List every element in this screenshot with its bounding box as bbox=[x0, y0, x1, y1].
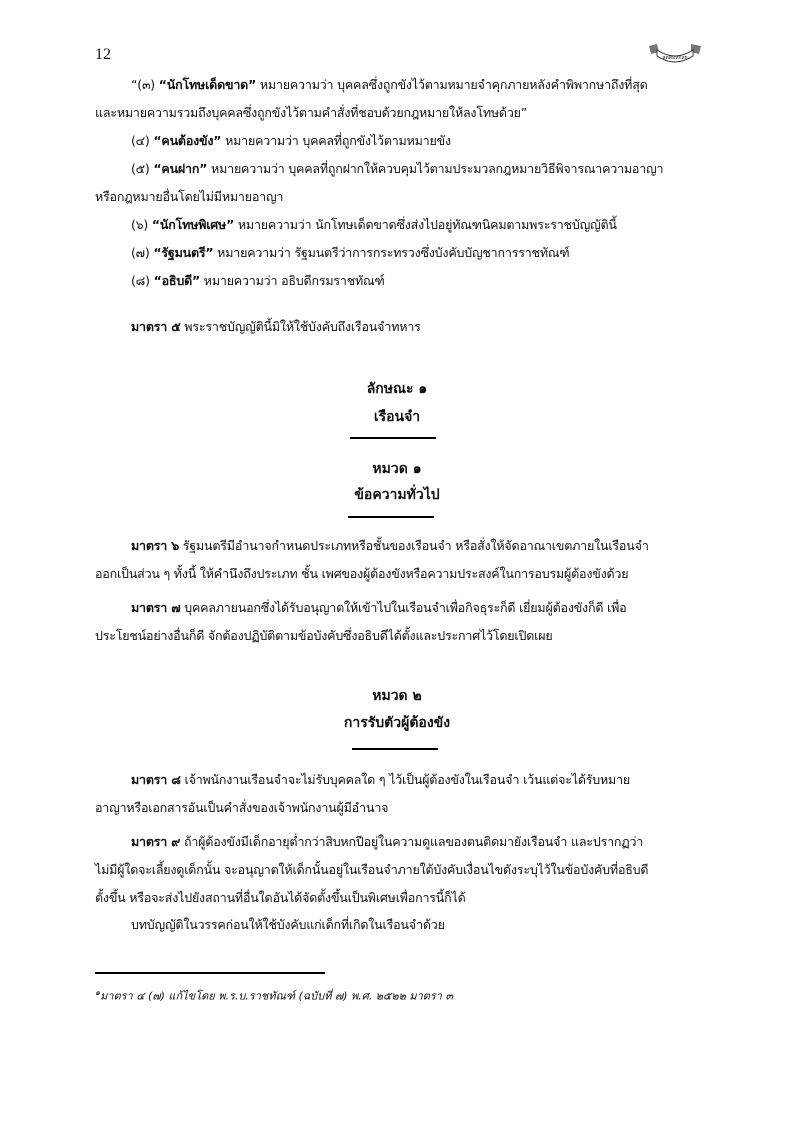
scroll-banner-logo-icon bbox=[645, 40, 705, 68]
chapter-1-title: ข้อความทั่วไป bbox=[354, 487, 440, 503]
section-8-continuation: อาญาหรือเอกสารอันเป็นคำสั่งของเจ้าพนักงานผู้มีอำนาจ bbox=[95, 800, 389, 815]
section-8: มาตรา ๘ เจ้าพนักงานเรือนจำจะไม่รับบุคคลใด ๆ ไว้เป็นผู้ต้องขังในเรือนจำ เว้นแต่จะได้รับหมาย bbox=[131, 772, 631, 787]
chapter-2-heading: หมวด ๒ bbox=[372, 688, 422, 704]
section-6-continuation: ออกเป็นส่วน ๆ ทั้งนี้ ให้คำนึงถึงประเภท ชั้น เพศของผู้ต้องขังหรือความประสงค์ในการอบรมผู้ต้องขังด้วย bbox=[95, 566, 629, 581]
definition-3-continuation: และหมายความรวมถึงบุคคลซึ่งถูกขังไว้ตามคำสั่งที่ชอบด้วยกฎหมายให้ลงโทษด้วย” bbox=[95, 105, 528, 120]
part-heading: ลักษณะ ๑ bbox=[366, 381, 428, 397]
section-9-continuation-1: ไม่มีผู้ใดจะเลี้ยงดูเด็กนั้น จะอนุญาตให้เด็กนั้นอยู่ในเรือนจำภายใต้บังคับเงื่อนไขดังระบุไว้ในข้อบังคับที่อธิบดี bbox=[95, 862, 649, 877]
section-6: มาตรา ๖ รัฐมนตรีมีอำนาจกำหนดประเภทหรือชั้นของเรือนจำ หรือสั่งให้จัดอาณาเขตภายในเรือนจำ bbox=[131, 538, 649, 553]
definition-text: หมายความว่า บุคคลซึ่งถูกขังไว้ตามหมายจำคุกภายหลังคำพิพากษาถึงที่สุด bbox=[256, 77, 648, 92]
page-number: 12 bbox=[95, 46, 111, 63]
footnote-marker: ๑ bbox=[95, 988, 101, 997]
footnote bbox=[95, 986, 453, 1005]
definition-4: (๔) “คนต้องขัง” หมายความว่า บุคคลที่ถูกขังไว้ตามหมายขัง bbox=[131, 133, 451, 148]
definition-number: (๓) bbox=[137, 77, 155, 92]
footnote-divider bbox=[95, 972, 325, 974]
definition-term: “นักโทษเด็ดขาด” bbox=[158, 77, 257, 92]
part-title: เรือนจำ bbox=[373, 409, 421, 425]
section-9: มาตรา ๙ ถ้าผู้ต้องขังมีเด็กอายุต่ำกว่าสิบหกปีอยู่ในความดูแลของตนติดมายังเรือนจำ และปรากฏว่า bbox=[131, 834, 644, 849]
heading-divider bbox=[350, 437, 436, 439]
definition-5-continuation: หรือกฎหมายอื่นโดยไม่มีหมายอาญา bbox=[95, 189, 284, 204]
section-label: มาตรา ๕ bbox=[131, 319, 181, 334]
heading-divider bbox=[348, 516, 434, 518]
definition-3: “(๓) “นักโทษเด็ดขาด” หมายความว่า บุคคลซึ่งถูกขังไว้ตามหมายจำคุกภายหลังคำพิพากษาถึงที่สุด bbox=[131, 77, 648, 92]
footnote-text: มาตรา ๔ (๗) แก้ไขโดย พ.ร.บ.ราชทัณฑ์ (ฉบับที่ ๗) พ.ศ. ๒๕๒๒ มาตรา ๓ bbox=[100, 989, 453, 1003]
chapter-2-title: การรับตัวผู้ต้องขัง bbox=[343, 715, 451, 731]
definition-7: (๗) “รัฐมนตรี” หมายความว่า รัฐมนตรีว่าการกระทรวงซึ่งบังคับบัญชาการราชทัณฑ์ bbox=[131, 245, 570, 260]
section-7-continuation: ประโยชน์อย่างอื่นก็ดี จักต้องปฏิบัติตามข้อบังคับซึ่งอธิบดีได้ตั้งและประกาศไว้โดยเปิดเผย bbox=[95, 628, 553, 643]
section-9-paragraph-2: บทบัญญัติในวรรคก่อนให้ใช้บังคับแก่เด็กที่เกิดในเรือนจำด้วย bbox=[131, 917, 445, 932]
definition-5: (๕) “คนฝาก” หมายความว่า บุคคลที่ถูกฝากให้ควบคุมไว้ตามประมวลกฎหมายวิธีพิจารณาความอาญา bbox=[131, 161, 664, 176]
heading-divider bbox=[352, 748, 438, 750]
svg-text:สุตติมหกัสย: สุตติมหกัสย bbox=[662, 55, 688, 61]
section-7: มาตรา ๗ บุคคลภายนอกซึ่งได้รับอนุญาตให้เข้าไปในเรือนจำเพื่อกิจธุระก็ดี เยี่ยมผู้ต้องขังก็ดี เพื่อ bbox=[131, 600, 627, 615]
definition-8: (๘) “อธิบดี” หมายความว่า อธิบดีกรมราชทัณฑ์ bbox=[131, 273, 385, 288]
section-9-continuation-2: ตั้งขึ้น หรือจะส่งไปยังสถานที่อื่นใดอันได้จัดตั้งขึ้นเป็นพิเศษเพื่อการนี้ก็ได้ bbox=[95, 890, 466, 905]
chapter-1-heading: หมวด ๑ bbox=[372, 461, 422, 477]
definition-6: (๖) “นักโทษพิเศษ” หมายความว่า นักโทษเด็ดขาดซึ่งส่งไปอยู่ทัณฑนิคมตามพระราชบัญญัตินี้ bbox=[131, 217, 617, 232]
section-5: มาตรา ๕ พระราชบัญญัตินี้มิให้ใช้บังคับถึงเรือนจำทหาร bbox=[131, 319, 421, 334]
